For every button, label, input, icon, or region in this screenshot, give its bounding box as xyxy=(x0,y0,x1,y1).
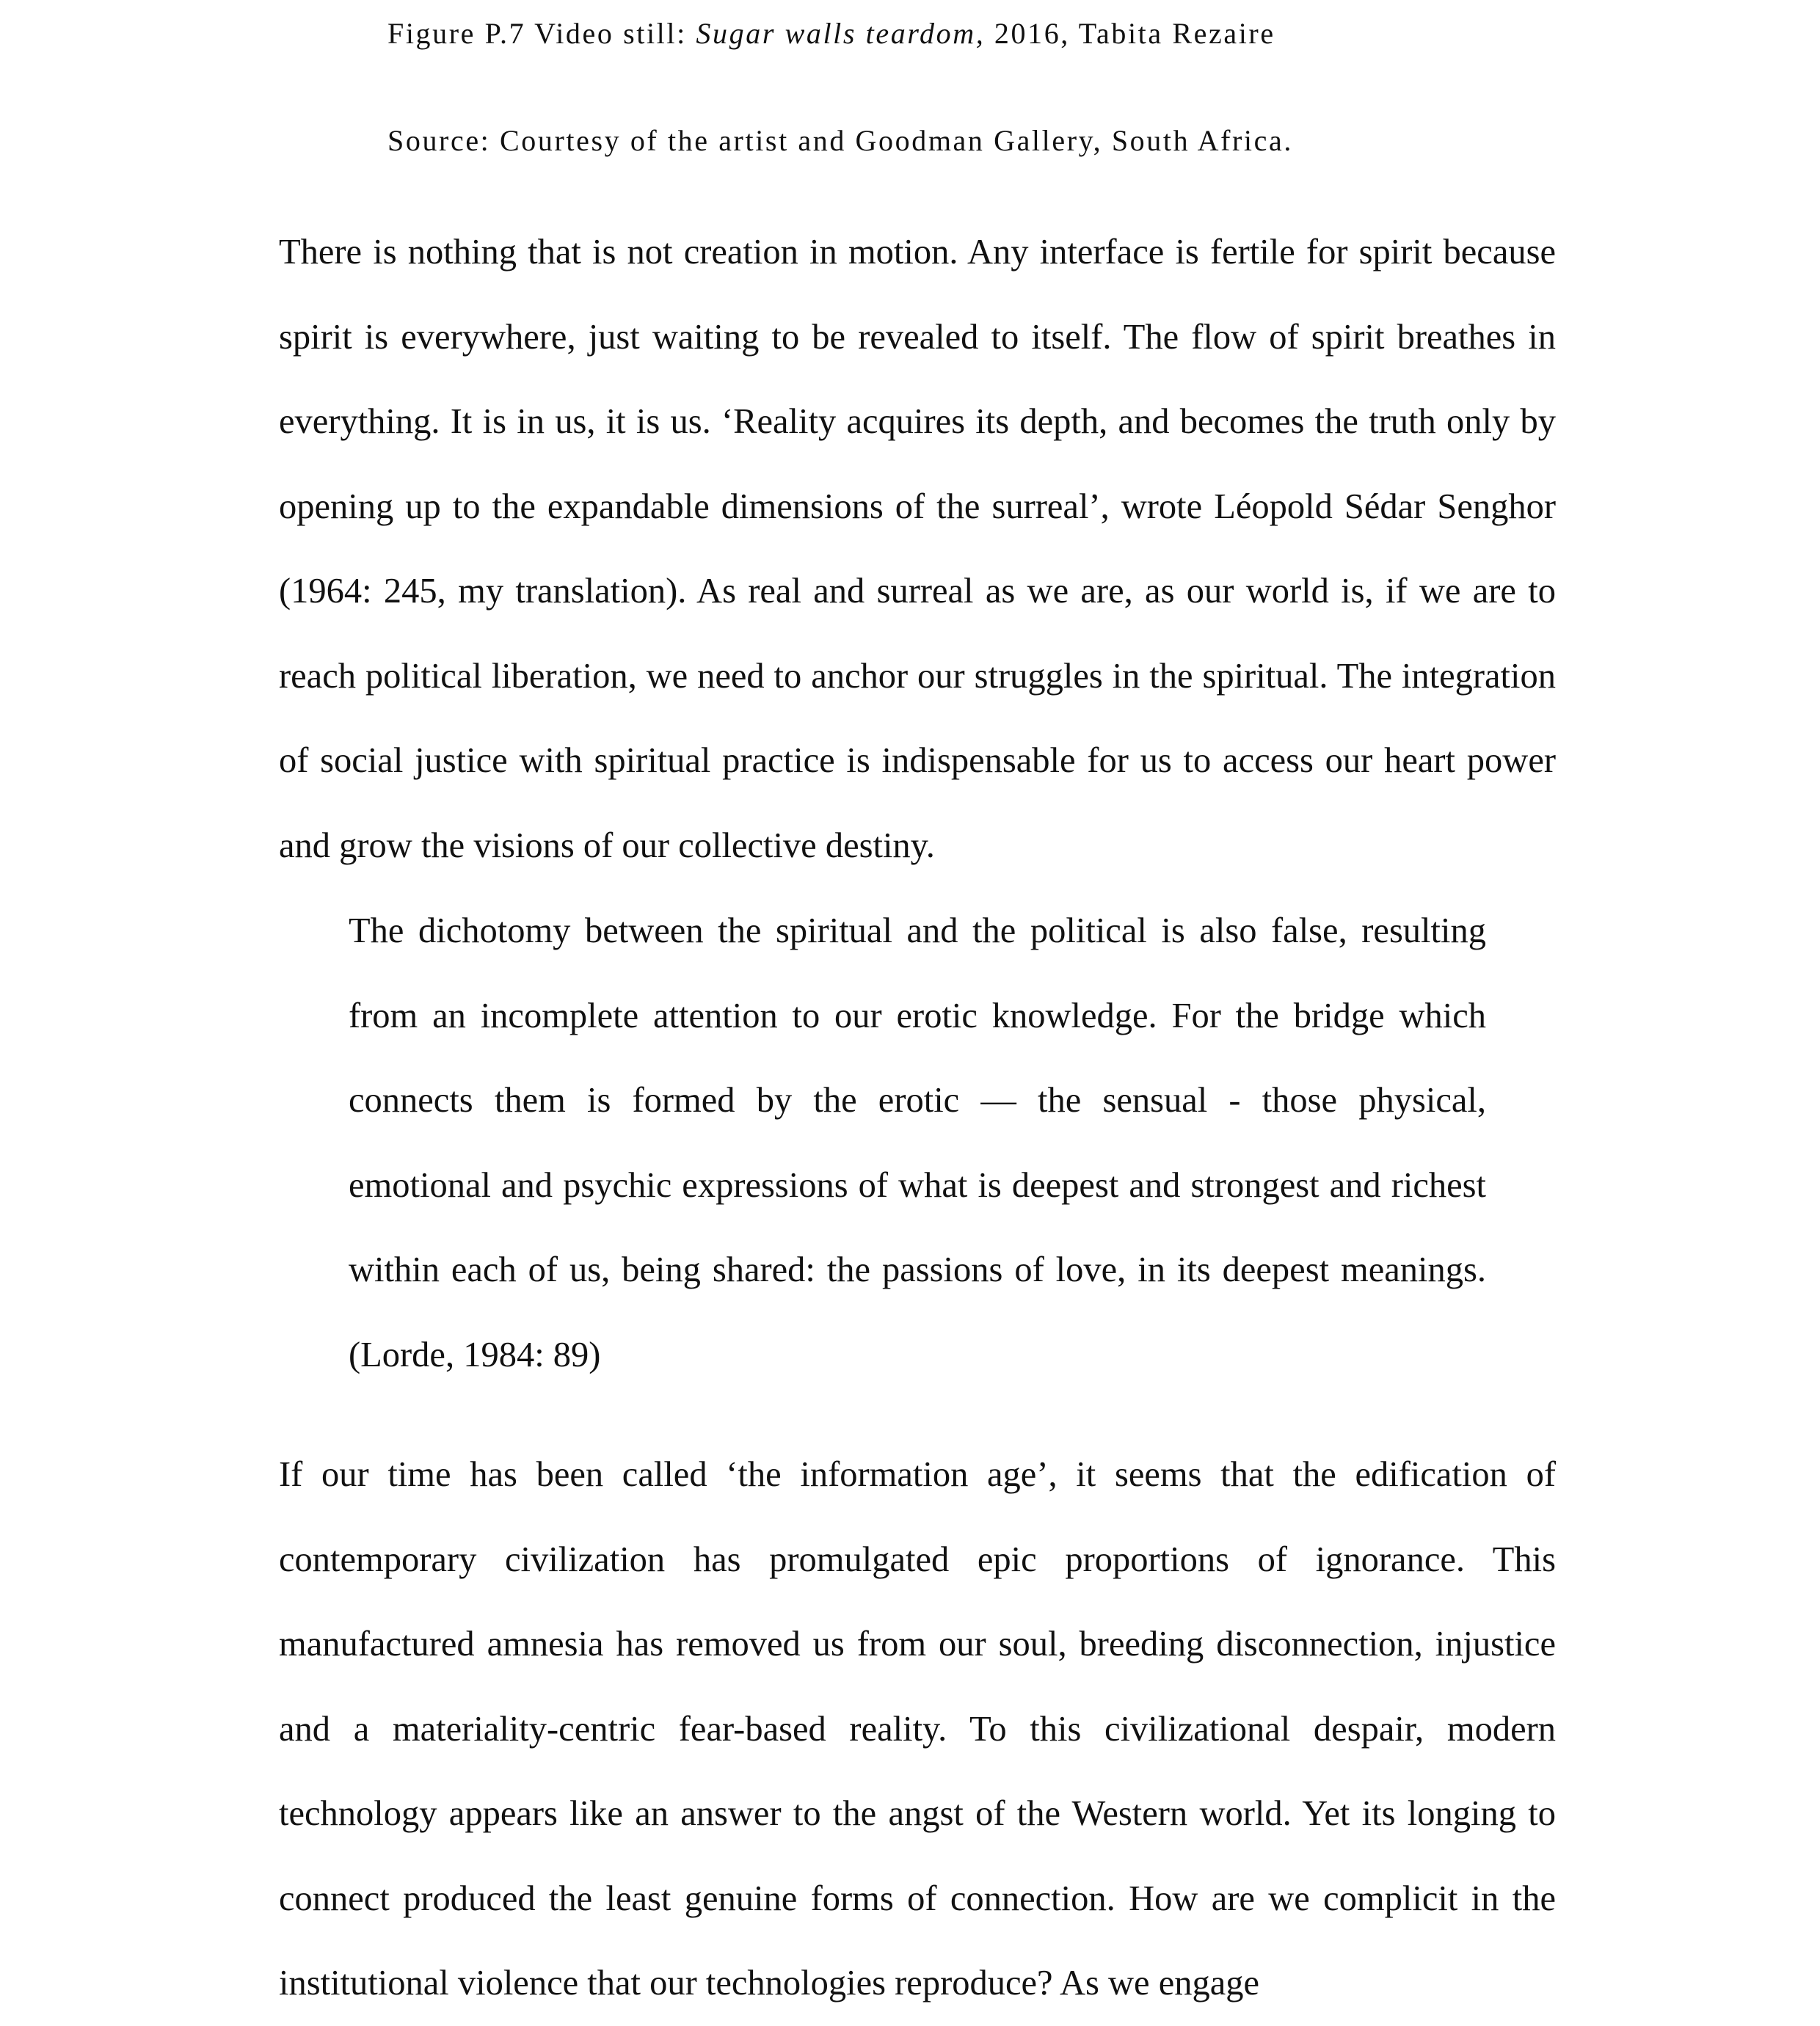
figure-caption-title: Sugar walls teardom, xyxy=(696,17,986,50)
figure-caption-prefix: Figure P.7 Video still: xyxy=(387,17,696,50)
block-quote: The dichotomy between the spiritual and the political is also false, resulting from an incomplete attention to our erotic knowledge. For the bridge which connects them is formed by the erotic — the sensual - those physical, emotional and psychic expressions of what is deepest and strongest and richest within each of us, being shared: the passions of love, in its deepest meanings. (Lorde, 1984: 89) xyxy=(349,911,1486,1374)
figure-caption xyxy=(387,19,1275,48)
body-paragraph-1: There is nothing that is not creation in motion. Any interface is fertile for spirit because spirit is everywhere, just waiting to be revealed to itself. The flow of spirit breathes in everything. It is in us, it is us. ‘Reality acquires its depth, and becomes the truth only by opening up to the expandable dimensions of the surreal’, wrote Léopold Sédar Senghor (1964: 245, my translation). As real and surreal as we are, as our world is, if we are to reach political liberation, we need to anchor our struggles in the spiritual. The integration of social justice with spiritual practice is indispensable for us to access our heart power and grow the visions of our collective destiny. xyxy=(279,233,1556,865)
source-caption: Source: Courtesy of the artist and Goodman Gallery, South Africa. xyxy=(387,124,1293,157)
body-paragraph-2: If our time has been called ‘the information age’, it seems that the edification of contemporary civilization has promulgated epic proportions of ignorance. This manufactured amnesia has removed us from our soul, breeding disconnection, injustice and a materiality-centric fear-based reality. To this civilizational despair, modern technology appears like an answer to the angst of the Western world. Yet its longing to connect produced the least genuine forms of connection. How are we complicit in the institutional violence that our technologies reproduce? As we engage xyxy=(279,1455,1556,2003)
figure-caption-suffix: 2016, Tabita Rezaire xyxy=(985,17,1275,50)
